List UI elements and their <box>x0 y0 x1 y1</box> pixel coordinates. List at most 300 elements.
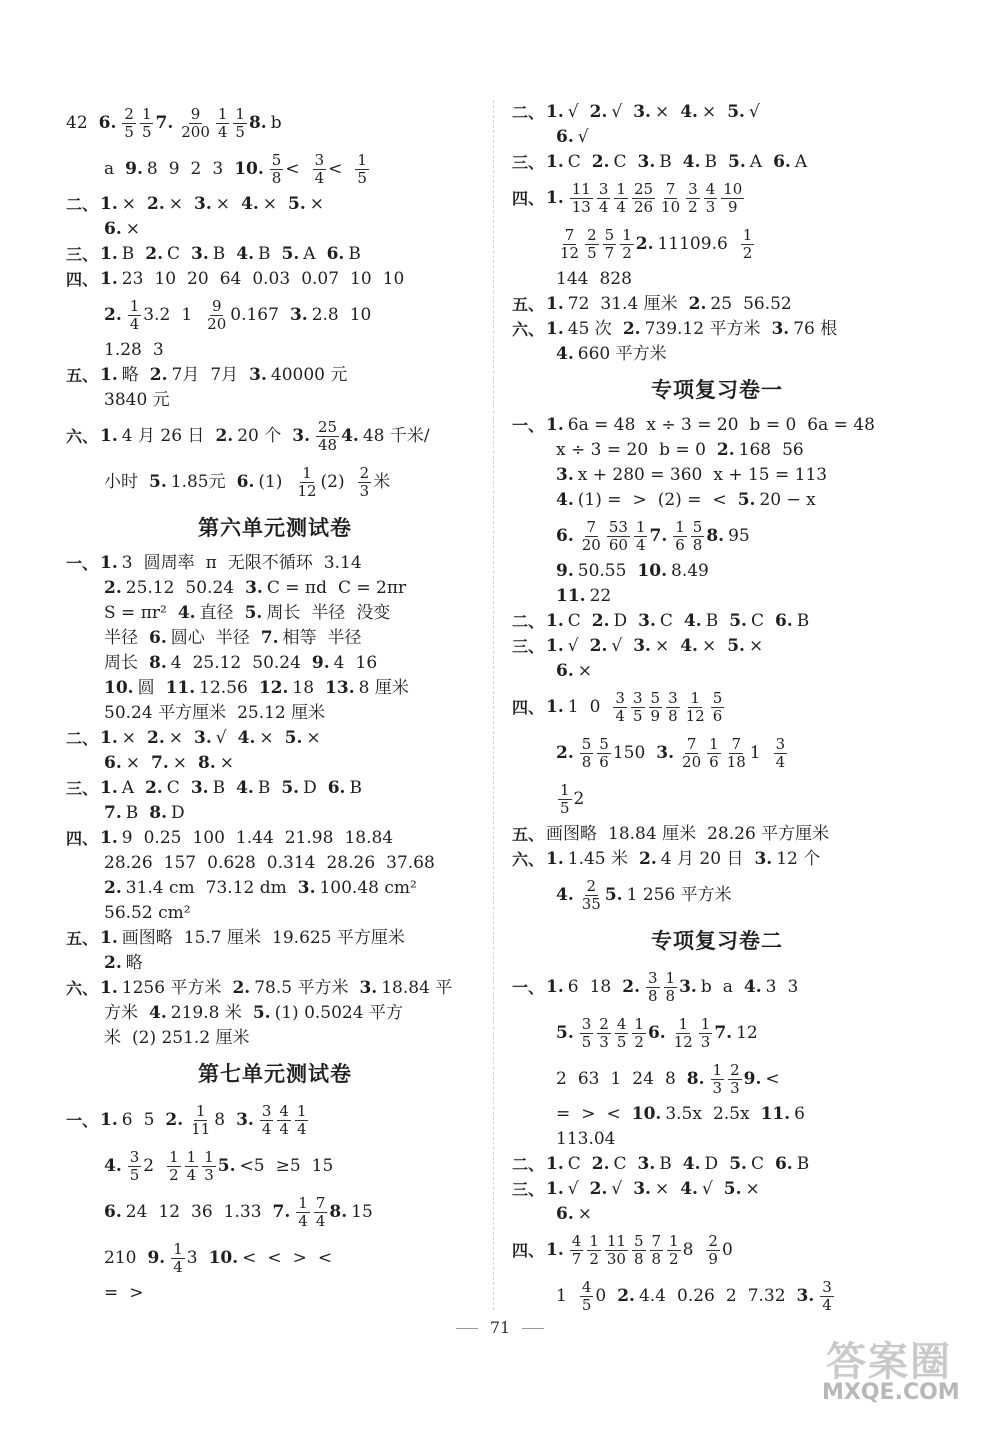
answer-value: x ÷ 3 = 20 <box>556 440 649 460</box>
fraction-numerator: 10 <box>723 179 743 198</box>
question-number: 7. <box>104 803 122 823</box>
answer-value: 0 <box>589 696 601 717</box>
fraction-denominator: 3 <box>204 1165 214 1184</box>
fraction-denominator: 13 <box>571 197 591 216</box>
question-number: 1. <box>546 319 564 339</box>
answer-value: ≥5 <box>275 1155 301 1176</box>
question-number: 12. <box>258 678 289 698</box>
question-number: 6. <box>104 1201 122 1222</box>
question-number: 3. <box>771 319 790 339</box>
question-number: 2. <box>589 102 608 122</box>
question-number: 1. <box>546 294 564 314</box>
answer-line <box>66 926 484 951</box>
question-number: 5. <box>149 471 167 492</box>
answer-value: 25.12 厘米 <box>237 703 326 723</box>
question-number: 9. <box>125 158 143 179</box>
left-answer-column <box>66 100 484 1306</box>
answer-value: 2 <box>143 1155 155 1176</box>
answer-value: 45 次 <box>567 319 612 339</box>
fraction <box>558 782 572 817</box>
answer-value: 3 <box>765 976 777 997</box>
fraction-denominator: 3 <box>730 1078 740 1097</box>
fraction <box>295 1103 309 1138</box>
question-number: 3. <box>236 1109 254 1130</box>
fraction-numerator: 5 <box>692 517 703 536</box>
section-number: 二、 <box>66 195 99 214</box>
answer-value: √ <box>701 1179 713 1199</box>
section-number: 六、 <box>512 320 545 339</box>
answer-line <box>512 1202 922 1227</box>
question-number: 8. <box>248 112 267 133</box>
question-number: 2. <box>145 244 164 264</box>
answer-value: 11109.6 <box>657 233 728 254</box>
answer-value: 米 <box>373 471 391 492</box>
answer-value: D <box>704 1154 719 1174</box>
fraction <box>128 298 142 333</box>
answer-value: 7.32 <box>747 1285 786 1306</box>
fraction-denominator: 48 <box>317 435 338 454</box>
fraction <box>664 970 678 1005</box>
question-number: 3. <box>633 636 651 656</box>
section-number: 四、 <box>512 1240 545 1260</box>
answer-value: A <box>303 244 316 264</box>
fraction <box>189 1103 212 1138</box>
answer-line <box>512 1056 922 1102</box>
fraction-denominator: 3 <box>700 1032 711 1051</box>
question-number: 10. <box>234 158 264 179</box>
answer-value: × <box>215 194 231 214</box>
answer-value: > <box>129 1283 144 1303</box>
answer-value: < <box>712 490 727 510</box>
answer-line <box>512 1010 922 1056</box>
fraction-numerator: 3 <box>632 688 643 707</box>
answer-value: B <box>212 244 226 264</box>
fraction-denominator: 5 <box>129 1165 140 1184</box>
answer-value: 28.26 <box>326 853 376 873</box>
answer-line <box>512 1177 922 1202</box>
fraction-numerator: 2 <box>587 225 597 244</box>
fraction-denominator: 8 <box>692 535 703 554</box>
answer-value: 4 月 20 日 <box>660 849 744 869</box>
fraction <box>774 736 788 771</box>
answer-value: 56 <box>782 440 804 460</box>
question-number: 6. <box>104 753 122 773</box>
answer-value: 10 <box>382 269 405 289</box>
answer-value: 12 <box>736 1022 758 1043</box>
answer-value: x + 280 = 360 <box>577 465 703 485</box>
answer-line <box>66 1281 484 1306</box>
question-number: 9. <box>556 561 574 581</box>
question-number: 11. <box>760 1104 791 1124</box>
fraction <box>587 1233 601 1268</box>
page-number: 71 <box>0 1318 1000 1337</box>
question-number: 3. <box>190 778 209 798</box>
question-number: 3. <box>297 878 316 898</box>
answer-value: D <box>303 778 317 798</box>
answer-line <box>66 801 484 826</box>
fraction-denominator: 12 <box>685 706 705 725</box>
section-number: 三、 <box>512 153 545 172</box>
question-number: 2. <box>104 578 122 598</box>
answer-line <box>66 363 484 388</box>
question-number: 1. <box>546 1154 564 1174</box>
question-number: 1. <box>546 696 564 717</box>
answer-line <box>512 847 922 872</box>
answer-line <box>512 438 922 463</box>
answer-value: 19.625 平方厘米 <box>272 928 405 948</box>
question-number: 5. <box>281 244 300 264</box>
section-number: 三、 <box>512 1180 545 1199</box>
fraction <box>632 1016 646 1051</box>
question-number: 2. <box>688 294 707 314</box>
fraction-numerator: 2 <box>708 1231 718 1250</box>
fraction-numerator: 1 <box>129 296 140 315</box>
fraction-numerator: 1 <box>742 225 753 244</box>
answer-value: √ <box>748 102 760 122</box>
answer-value: 8 <box>214 1109 226 1130</box>
question-number: 1. <box>546 102 564 122</box>
answer-value: 圆 <box>137 678 155 698</box>
question-number: 10. <box>104 678 134 698</box>
fraction <box>128 1149 142 1184</box>
answer-value: C <box>750 1154 764 1174</box>
answer-value: 0.25 <box>143 828 182 848</box>
answer-value: 圆周率 <box>143 553 195 573</box>
answer-value: 8 厘米 <box>358 678 409 698</box>
section-heading: 第七单元测试卷 <box>198 1062 352 1086</box>
answer-value: a <box>722 976 733 997</box>
fraction-numerator: 4 <box>571 1231 582 1250</box>
question-number: 1. <box>546 1179 564 1199</box>
fraction-denominator: 4 <box>315 1211 326 1230</box>
fraction-numerator: 1 <box>298 1193 308 1212</box>
fraction-denominator: 8 <box>668 706 678 725</box>
fraction-denominator: 12 <box>673 1032 693 1051</box>
fraction <box>167 1149 181 1184</box>
section-heading: 专项复习卷一 <box>651 378 783 402</box>
answer-value: < <box>267 1247 282 1268</box>
fraction-numerator: 3 <box>261 1101 272 1120</box>
answer-value: √ <box>611 636 623 656</box>
section-number: 二、 <box>512 612 545 631</box>
answer-value: 10 <box>350 269 372 289</box>
question-number: 6. <box>556 1204 574 1224</box>
answer-line <box>512 463 922 488</box>
fraction-denominator: 5 <box>560 798 570 817</box>
watermark <box>822 1330 988 1414</box>
answer-value: 6a = 48 <box>567 415 636 435</box>
question-number: 8. <box>706 525 725 546</box>
fraction-denominator: 4 <box>186 1165 197 1184</box>
fraction <box>706 1233 720 1268</box>
answer-value: × <box>654 636 670 656</box>
answer-value: 7月 <box>210 365 239 385</box>
answer-value: 0.167 <box>230 304 279 325</box>
fraction-denominator: 3 <box>359 481 370 500</box>
answer-value: 23 <box>121 269 144 289</box>
answer-line <box>66 851 484 876</box>
answer-value: D <box>171 803 185 823</box>
answer-value: 22 <box>589 586 612 606</box>
question-number: 4. <box>680 102 698 122</box>
question-number: 3. <box>633 102 651 122</box>
section-number: 四、 <box>512 188 545 208</box>
answer-value: 21.98 <box>284 828 334 848</box>
answer-line <box>66 292 484 338</box>
answer-value: 76 根 <box>793 319 838 339</box>
section-number: 三、 <box>66 245 99 264</box>
answer-line <box>512 634 922 659</box>
fraction-numerator: 1 <box>690 688 700 707</box>
answer-value: 50.24 平方厘米 <box>104 703 227 723</box>
answer-value: < <box>606 1104 621 1124</box>
answer-value: × <box>219 753 234 773</box>
fraction-denominator: 11 <box>191 1119 211 1138</box>
question-number: 5. <box>727 636 745 656</box>
answer-value: 半径 <box>215 628 250 648</box>
answer-value: 4.4 <box>638 1285 666 1306</box>
question-number: 6. <box>326 244 345 264</box>
question-number: 6. <box>556 127 574 147</box>
answer-value: 1.45 米 <box>567 849 629 869</box>
answer-value: × <box>259 728 274 748</box>
answer-line <box>66 338 484 363</box>
answer-line <box>66 217 484 242</box>
question-number: 6. <box>773 152 791 172</box>
fraction-denominator: 35 <box>581 894 601 913</box>
answer-value: 1 <box>181 304 193 325</box>
answer-line <box>66 601 484 626</box>
fraction <box>580 736 594 771</box>
answer-value: × <box>577 1204 592 1224</box>
fraction <box>684 690 707 725</box>
fraction <box>270 152 284 187</box>
answer-value: √ <box>611 102 623 122</box>
fraction <box>597 1016 611 1051</box>
answer-value: 828 <box>599 269 632 289</box>
answer-value: 米 <box>104 1028 121 1048</box>
answer-value: 画图略 <box>546 824 598 844</box>
answer-line <box>66 726 484 751</box>
answer-value: 16 <box>355 653 378 673</box>
answer-value: B <box>257 778 271 798</box>
answer-value: × <box>262 194 278 214</box>
question-number: 4. <box>241 194 259 214</box>
fraction-numerator: 1 <box>675 517 685 536</box>
question-number: 6. <box>774 611 793 631</box>
answer-value: 739.12 平方米 <box>644 319 761 339</box>
fraction-numerator: 1 <box>560 780 570 799</box>
question-number: 5. <box>217 1155 236 1176</box>
answer-value: C <box>166 778 180 798</box>
fraction-numerator: 1 <box>712 1060 723 1079</box>
question-number: 1. <box>100 928 118 948</box>
fraction-numerator: 7 <box>315 1193 326 1212</box>
answer-value: 12 个 <box>776 849 821 869</box>
answer-value: 10 <box>154 269 177 289</box>
fraction-numerator: 7 <box>731 734 741 753</box>
fraction-numerator: 1 <box>589 1231 599 1250</box>
answer-value: × <box>125 219 140 239</box>
answer-value: 2 <box>190 158 202 179</box>
question-number: 5. <box>281 778 300 798</box>
answer-value: 略 <box>121 365 139 385</box>
answer-value: 56.52 <box>743 294 792 314</box>
fraction-numerator: 9 <box>211 296 222 315</box>
fraction-numerator: 4 <box>616 1014 627 1033</box>
question-number: 3. <box>191 244 209 264</box>
answer-value: 15.7 厘米 <box>183 928 262 948</box>
fraction <box>558 227 581 262</box>
answer-value: 18 <box>292 678 315 698</box>
answer-line <box>66 146 484 192</box>
answer-line <box>512 964 922 1010</box>
answer-value: 15 <box>351 1201 373 1222</box>
answer-value: 50.55 <box>577 561 627 581</box>
question-number: 2. <box>215 425 234 446</box>
section-number: 四、 <box>66 829 99 848</box>
answer-value: 1.44 <box>235 828 274 848</box>
answer-value: 20 <box>187 269 209 289</box>
answer-value: 24 <box>632 1068 654 1089</box>
answer-line <box>512 822 922 847</box>
answer-value: 6a = 48 <box>807 415 875 435</box>
fraction <box>580 878 603 913</box>
question-number: 5. <box>244 603 263 623</box>
fraction-denominator: 5 <box>124 122 134 141</box>
fraction-numerator: 1 <box>186 1147 197 1166</box>
question-number: 6. <box>774 1154 793 1174</box>
answer-value: 28.26 平方厘米 <box>707 824 830 844</box>
fraction-denominator: 4 <box>129 314 140 333</box>
fraction <box>358 465 372 500</box>
fraction-numerator: 4 <box>279 1101 289 1120</box>
fraction-denominator: 9 <box>728 197 738 216</box>
question-number: 2. <box>589 1179 608 1199</box>
section-number: 五、 <box>66 366 99 385</box>
answer-value: (1) <box>258 471 283 492</box>
answer-value: 0.628 <box>207 853 256 873</box>
question-number: 1. <box>546 1239 564 1260</box>
answer-value: 1.33 <box>223 1201 262 1222</box>
question-number: 3. <box>796 1285 815 1306</box>
answer-line <box>512 730 922 776</box>
section-number: 二、 <box>512 103 545 122</box>
question-number: 3. <box>194 728 212 748</box>
fraction-denominator: 2 <box>622 243 632 262</box>
fraction-denominator: 5 <box>141 122 152 141</box>
question-number: 10. <box>208 1247 239 1268</box>
answer-line <box>66 951 484 976</box>
answer-value: 1 <box>567 696 579 717</box>
question-number: 2. <box>145 778 163 798</box>
right-answer-column <box>512 100 922 1319</box>
fraction-denominator: 5 <box>581 1032 592 1051</box>
answer-value: 1.28 <box>104 340 142 360</box>
question-number: 6. <box>236 471 255 492</box>
answer-value: 1 <box>556 1285 567 1306</box>
fraction-denominator: 5 <box>616 1032 627 1051</box>
fraction-numerator: 1 <box>616 179 626 198</box>
answer-line <box>512 559 922 584</box>
question-number: 8. <box>198 753 216 773</box>
fraction <box>355 152 369 187</box>
answer-value: 31.4 cm <box>125 878 195 898</box>
answer-value: 小时 <box>104 471 138 492</box>
question-number: 7. <box>272 1201 291 1222</box>
answer-value: B <box>212 778 226 798</box>
answer-line <box>512 175 922 221</box>
fraction <box>277 1103 291 1138</box>
answer-value: A <box>749 152 763 172</box>
question-number: 2. <box>104 304 122 325</box>
fraction <box>316 419 339 454</box>
section-number: 五、 <box>512 825 545 844</box>
question-number: 2. <box>104 878 122 898</box>
answer-value: 157 <box>163 853 197 873</box>
fraction <box>631 690 645 725</box>
question-number: 10. <box>631 1104 662 1124</box>
column-divider <box>493 100 494 1310</box>
answer-value: 3.14 <box>323 553 362 573</box>
fraction-denominator: 10 <box>661 197 681 216</box>
fraction-denominator: 7 <box>571 1249 582 1268</box>
answer-value: 36 <box>191 1201 213 1222</box>
fraction <box>597 181 611 216</box>
fraction-denominator: 12 <box>560 243 580 262</box>
question-number: 4. <box>556 884 574 905</box>
answer-line <box>66 1143 484 1189</box>
answer-value: D <box>613 611 628 631</box>
question-number: 4. <box>682 152 701 172</box>
fraction-numerator: 1 <box>169 1147 179 1166</box>
fraction-denominator: 8 <box>581 752 592 771</box>
answer-value: 18.84 <box>344 828 394 848</box>
question-number: 5. <box>604 884 623 905</box>
answer-value: 3 <box>212 158 224 179</box>
fraction <box>632 1233 646 1268</box>
fraction-denominator: 3 <box>599 1032 609 1051</box>
answer-value: 15 <box>311 1155 334 1176</box>
answer-line <box>66 776 484 801</box>
fraction-numerator: 9 <box>190 104 201 123</box>
answer-value: (2) = <box>657 490 702 510</box>
fraction-numerator: 2 <box>599 1014 609 1033</box>
answer-value: B <box>659 1154 672 1174</box>
answer-line <box>512 342 922 367</box>
answer-line <box>512 872 922 918</box>
fraction-denominator: 2 <box>589 1249 599 1268</box>
answer-value: 20 个 <box>237 425 282 446</box>
fraction <box>686 181 700 216</box>
fraction-numerator: 7 <box>651 1231 662 1250</box>
question-number: 10. <box>637 561 667 581</box>
answer-value: 2.8 <box>311 304 339 325</box>
fraction <box>711 690 725 725</box>
question-number: 1. <box>546 611 564 631</box>
question-number: 3. <box>638 611 656 631</box>
fraction <box>725 736 748 771</box>
fraction-numerator: 5 <box>581 734 592 753</box>
fraction-denominator: 7 <box>604 243 615 262</box>
fraction-numerator: 2 <box>359 463 370 482</box>
answer-value: 28.26 <box>104 853 153 873</box>
fraction <box>741 227 755 262</box>
answer-line <box>66 1001 484 1026</box>
fraction <box>728 1062 742 1097</box>
fraction-denominator: 6 <box>709 752 719 771</box>
question-number: 2. <box>622 319 641 339</box>
